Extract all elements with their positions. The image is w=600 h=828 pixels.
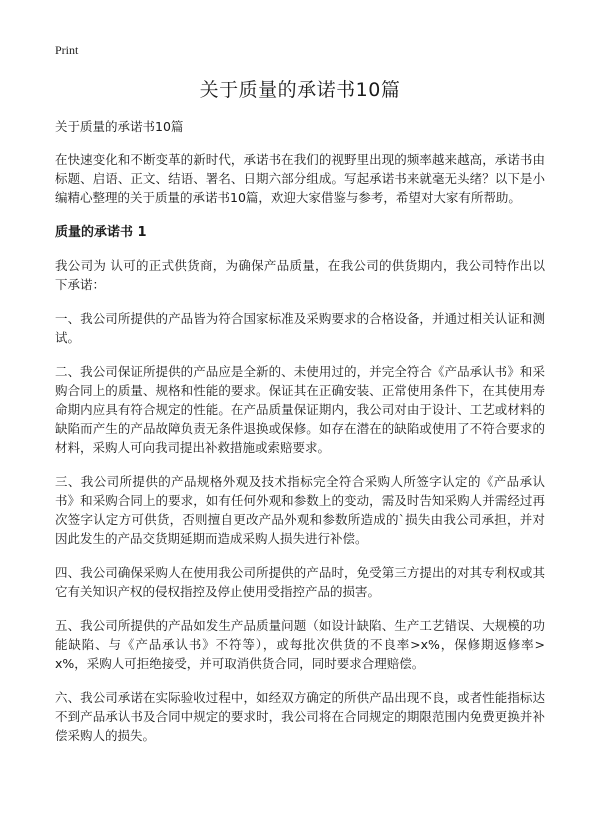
body-paragraph: 我公司为 认可的正式供货商，为确保产品质量，在我公司的供货期内，我公司特作出以下承诺： [55, 258, 545, 292]
print-label[interactable]: Print [55, 43, 79, 57]
body-paragraph: 四、我公司确保采购人在使用我公司所提供的产品时，免受第三方提出的对其专利权或其它有关知识产权的侵权指控及停止使用受指控产品的损害。 [55, 565, 545, 599]
document-title: 关于质量的承诺书10篇 [199, 79, 401, 101]
body-paragraph: 一、我公司所提供的产品皆为符合国家标准及采购要求的合格设备，并通过相关认证和测试。 [55, 311, 545, 345]
body-paragraph: 三、我公司所提供的产品规格外观及技术指标完全符合采购人所签字认定的《产品承认书》和采购合同上的要求，如有任何外观和参数上的变动，需及时告知采购人并需经过再次签字认定方可供货，否则擅自更改产品外观和参数所造成的`损失由我公司承担，并对因此发生的产品交货期延期而造成采购人损失进行补偿。 [55, 474, 545, 546]
body-paragraph: 六、我公司承诺在实际验收过程中，如经双方确定的所供产品出现不良，或者性能指标达不到产品承认书及合同中规定的要求时，我公司将在合同规定的期限范围内免费更换并补偿采购人的损失。 [55, 690, 545, 743]
document-subtitle: 关于质量的承诺书10篇 [55, 119, 184, 134]
intro-paragraph: 在快速变化和不断变革的新时代，承诺书在我们的视野里出现的频率越来越高，承诺书由标题、启语、正文、结语、署名、日期六部分组成。写起承诺书来就毫无头绪？以下是小编精心整理的关于质量的承诺书10篇，欢迎大家借鉴与参考，希望对大家有所帮助。 [55, 152, 545, 205]
body-paragraph: 五、我公司所提供的产品如发生产品质量问题（如设计缺陷、生产工艺错误、大规模的功能缺陷、与《产品承认书》不符等），或每批次供货的不良率>x%，保修期返修率>x%，采购人可拒绝接受，并可取消供货合同，同时要求合理赔偿。 [55, 618, 545, 671]
body-paragraph: 二、我公司保证所提供的产品应是全新的、未使用过的，并完全符合《产品承认书》和采购合同上的质量、规格和性能的要求。保证其在正确安装、正常使用条件下，在其使用寿命期内应具有符合规定的性能。在产品质量保证期内，我公司对由于设计、工艺或材料的缺陷而产生的产品故障负责无条件退换或保修。如存在潜在的缺陷或使用了不符合要求的材料，采购人可向我司提出补救措施或索赔要求。 [55, 364, 545, 455]
section-heading: 质量的承诺书 1 [55, 225, 147, 240]
